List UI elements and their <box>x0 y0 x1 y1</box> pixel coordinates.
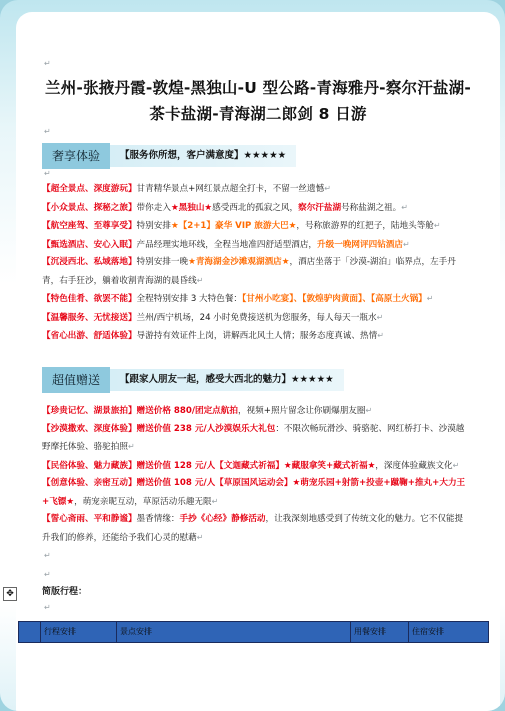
item-text: ★青海湖金沙滩观湖酒店★ <box>188 257 290 267</box>
title-line-1: 兰州-张掖丹霞-敦煌-黑独山-U 型公路-青海雅丹-察尔汗盐湖- <box>45 79 471 97</box>
item-text: 赠送价值 238 元/人沙漠娱乐大礼包 <box>136 423 276 434</box>
item-label: 【甄选酒店、安心入眠】 <box>42 239 137 250</box>
item-text: 赠送价值 108 元/人【草原国风运动会】★萌宠乐园+射箭+投壶+蹴鞠+推丸+大力王+飞镖★ <box>42 478 466 507</box>
item-label: 【特色佳肴、欲罢不能】 <box>42 294 137 304</box>
title-line-2: 茶卡盐湖-青海湖二郎剑 8 日游 <box>149 105 367 123</box>
table-header-cell: 景点安排 <box>117 622 351 642</box>
item-text: 号称盐湖之祖。 <box>341 202 402 213</box>
bonus-items <box>42 402 466 547</box>
item-text: 甘青精华景点+网红景点超全打卡，不留一丝遗憾 <box>136 184 325 194</box>
list-item <box>42 327 466 346</box>
item-label: 【超全景点、深度游玩】 <box>42 184 137 194</box>
item-text: ★【2+1】豪华 VIP 旅游大巴★ <box>170 221 297 231</box>
item-text: ：不限次畅玩滑沙、骑骆驼、网红桥打卡、沙漠越野摩托体验、骆驼拍照 <box>42 423 465 452</box>
luxury-items <box>42 180 466 346</box>
list-item <box>42 254 466 290</box>
list-item <box>42 457 466 476</box>
item-text: ，视频+照片留念让你刷爆朋友圈 <box>237 406 366 416</box>
item-text: 兰州/西宁机场，24 小时免费接送机为您服务，每人每天一瓶水 <box>136 312 377 323</box>
list-item <box>42 421 466 457</box>
item-text: 墨香情缘： <box>136 514 180 524</box>
item-label: 【珍贵记忆、湖景旅拍】 <box>42 406 137 416</box>
paragraph-mark: ↵ <box>402 239 410 249</box>
item-label: 【温馨服务、无忧接送】 <box>42 312 137 323</box>
item-label: 【民俗体验、魅力藏族】 <box>42 460 137 471</box>
paragraph-mark: ↵ <box>44 551 51 560</box>
section-tag: 超值赠送 <box>42 367 110 393</box>
itinerary-label: 简版行程： <box>42 587 88 597</box>
item-text: ，号称旅游界的红把子，陆地头等舱 <box>296 221 434 231</box>
section-tag: 奢享体验 <box>42 143 110 169</box>
item-text: 察尔汗盐湖 <box>298 202 342 213</box>
item-text: ★黑独山★ <box>170 202 213 213</box>
item-text: 赠送价格 880/团定点航拍 <box>136 406 238 416</box>
item-text: 产品经理实地环线，全程当地准四舒适型酒店， <box>136 239 318 250</box>
list-item <box>42 309 466 328</box>
item-text: 【甘州小吃宴】、【敦煌驴肉黄面】、【高原土火锅】 <box>242 294 427 304</box>
section-header-bonus <box>42 367 344 393</box>
list-item <box>42 511 466 547</box>
itinerary-table-header <box>18 621 489 643</box>
item-text: 感受西北的孤寂之风， <box>212 202 299 213</box>
item-text: ，萌宠亲昵互动，草原活动乐趣无限 <box>74 496 212 507</box>
item-text: ，酒店坐落于「沙漠-湖泊」临界点，左手丹青，右手狂沙，躺着收割青海湖的晨昏线 <box>42 257 456 286</box>
paragraph-mark: ↵ <box>433 221 441 230</box>
paragraph-mark: ↵ <box>44 570 51 579</box>
list-item <box>42 290 466 309</box>
paragraph-mark: ↵ <box>452 460 460 470</box>
item-label: 【小众景点、探秘之旅】 <box>42 202 137 213</box>
paragraph-mark: ↵ <box>377 331 384 340</box>
paragraph-mark: ↵ <box>401 202 408 212</box>
item-label: 【沙漠撒欢、深度体验】 <box>42 423 137 434</box>
paragraph-mark: ↵ <box>127 442 135 451</box>
paragraph-mark: ↵ <box>44 169 51 178</box>
item-text: 手抄《心经》静修活动 <box>179 514 266 524</box>
paragraph-mark: ↵ <box>426 294 434 303</box>
item-text: 赠送价值 128 元/人【文迦藏式祈福】★藏服拿笑+藏式祈福★ <box>136 460 376 471</box>
item-label: 【省心出游、舒适体验】 <box>42 331 137 341</box>
paragraph-mark: ↵ <box>324 184 331 193</box>
paragraph-mark: ↵ <box>196 532 204 542</box>
item-label: 【创意体验、亲密互动】 <box>42 478 137 488</box>
paragraph-mark: ↵ <box>44 603 51 612</box>
item-text: 带你走入 <box>136 202 171 213</box>
item-label: 【航空座驾、至尊享受】 <box>42 221 137 231</box>
paragraph-mark: ↵ <box>365 406 373 415</box>
item-text: 全程特别安排 3 大特色餐： <box>136 294 243 304</box>
table-header-spacer <box>19 622 41 642</box>
item-text: ，深度体验藏族文化 <box>375 460 453 471</box>
paragraph-mark: ↵ <box>44 59 51 68</box>
table-move-handle-icon[interactable]: ✥ <box>3 587 17 601</box>
item-label: 【沉浸西北、私域落地】 <box>42 257 137 267</box>
paragraph-mark: ↵ <box>196 275 204 285</box>
item-text: ，让我深刻地感受到了传统文化的魅力。它不仅能提升我们的修养，还能给予我们心灵的慰藉 <box>42 514 464 543</box>
list-item <box>42 402 466 421</box>
section-tagline: 【跟家人朋友一起，感受大西北的魅力】★★★★★ <box>110 369 344 391</box>
list-item <box>42 217 466 236</box>
paragraph-mark: ↵ <box>376 312 384 322</box>
table-header-cell: 行程安排 <box>41 622 117 642</box>
list-item <box>42 475 466 511</box>
item-text: 升级一晚网评四钻酒店 <box>317 239 403 250</box>
item-text: 特别安排一晚 <box>136 257 189 267</box>
list-item <box>42 199 466 218</box>
section-header-luxury <box>42 143 296 169</box>
table-header-cell: 用餐安排 <box>351 622 409 642</box>
table-header-cell: 住宿安排 <box>409 622 488 642</box>
item-text: 导游持有效证件上岗，讲解西北风土人情；服务态度真诚、热情 <box>136 331 378 341</box>
paragraph-mark: ↵ <box>44 127 51 136</box>
section-tagline: 【服务你所想，客户满意度】★★★★★ <box>110 145 296 167</box>
paragraph-mark: ↵ <box>211 496 219 506</box>
list-item <box>42 180 466 199</box>
list-item <box>42 236 466 255</box>
item-label: 【誓心斋雨、平和静谧】 <box>42 514 137 524</box>
item-text: 特别安排 <box>136 221 171 231</box>
